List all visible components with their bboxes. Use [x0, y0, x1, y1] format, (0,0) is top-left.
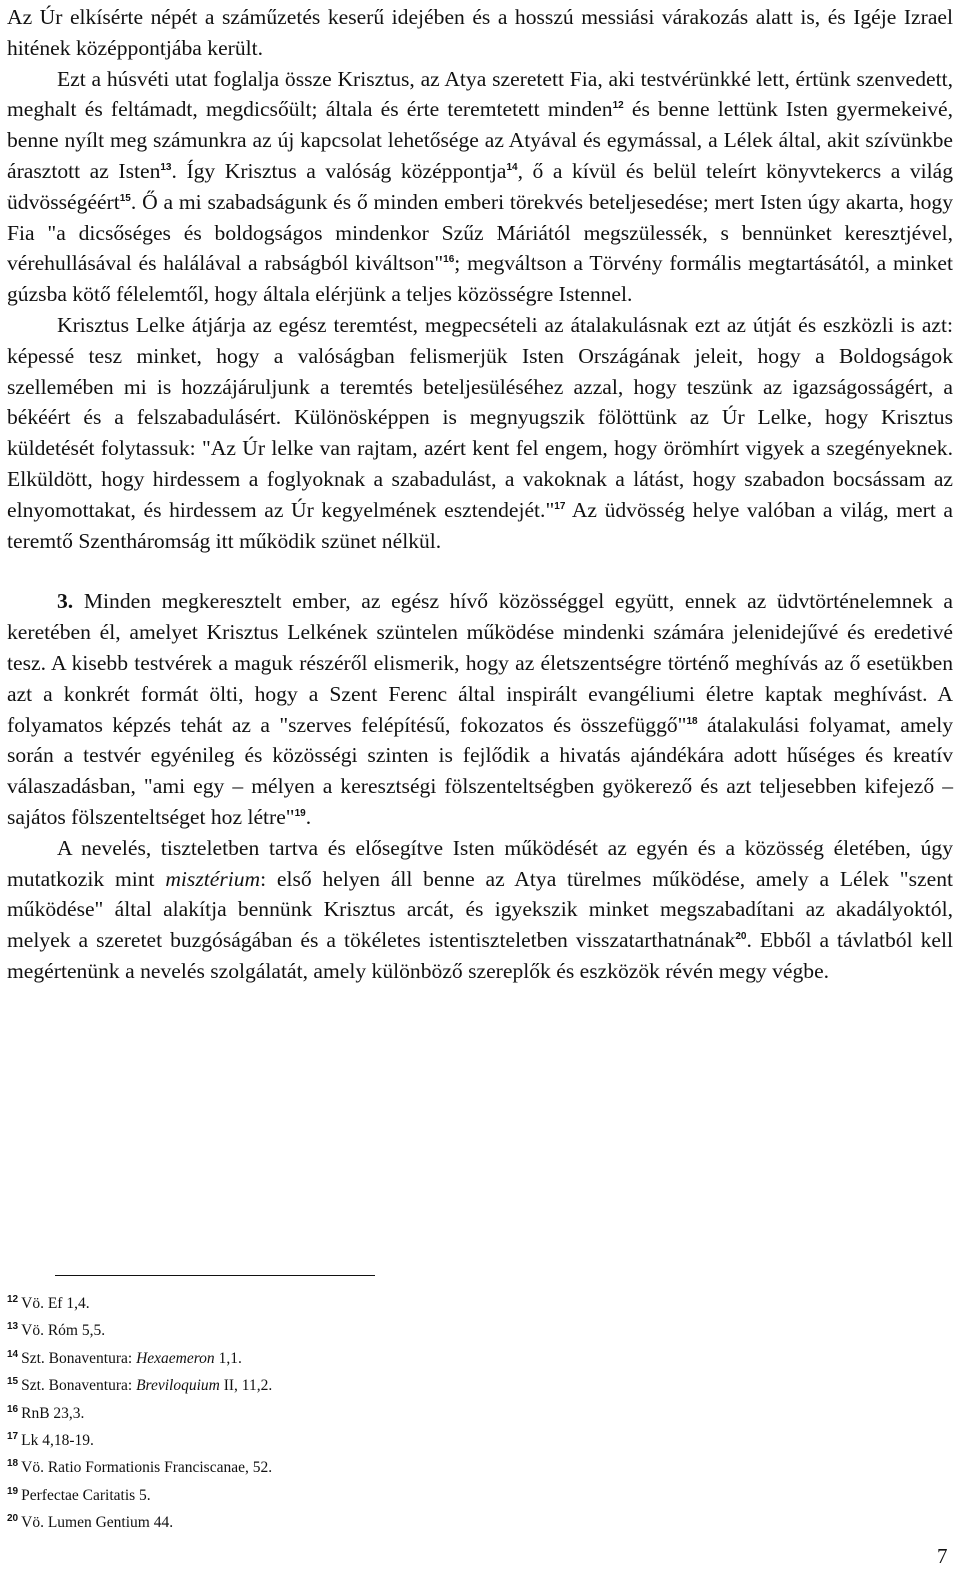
- footnote-15: $^{15}$ Szt. Bonaventura: Breviloquium II, 11,2.: [7, 1376, 273, 1395]
- footnote-number: 16: [7, 1403, 19, 1415]
- paragraph-1: Az Úr elkísérte népét a száműzetés keserű idejében és a hosszú messiási várakozás alatt is, és Igéje Izrael hitének középpontjába került.: [7, 5, 953, 60]
- footnote-12: $^{12}$ Vö. Ef 1,4.: [7, 1294, 90, 1312]
- paragraph-2: Ezt a húsvéti utat foglalja össze Krisztus, az Atya szeretett Fia, aki testvérünkké lett, értünk szenvedett, meghalt és feltámadt, megdicsőült; általa és érte teremtetett minden$^{12}$ és benne lettünk Isten gyermekeivé, benne nyílt meg számunkra az új kapcsolat lehetősége az Atyával és egymással, a Lélek által, akit szívünkbe árasztott az Isten$^{13}$. Így Krisztus a valóság középpontja$^{14}$, ő a kívül és belül teleírt könyvtekercs a világ üdvösségéért$^{15}$. Ő a mi szabadságunk és ő minden emberi törekvés beteljesedése; mert Isten úgy akarta, hogy Fia "a dicsőséges és boldogságos mindenkor Szűz Máriától megszülessék, s bennünket keresztjével, vérehullásával és halálával a rabságból kiváltson"$^{16}$; megváltson a Törvény formális megtartásától, a minket gúzsba kötő félelemtől, hogy általa elérjünk a teljes közösségre Istennel.: [7, 66, 953, 307]
- footnote-ref-14[interactable]: 14: [506, 161, 518, 173]
- footnote-number: 19: [7, 1485, 19, 1497]
- footnote-20: $^{20}$ Vö. Lumen Gentium 44.: [7, 1513, 174, 1532]
- footnote-number: 20: [7, 1513, 19, 1525]
- footnote-19: $^{19}$ Perfectae Caritatis 5.: [7, 1485, 151, 1504]
- footnote-16: $^{16}$ RnB 23,3.: [7, 1403, 85, 1422]
- footnote-14: $^{14}$ Szt. Bonaventura: Hexaemeron 1,1.: [7, 1348, 242, 1367]
- footnote-13: $^{13}$ Vö. Róm 5,5.: [7, 1321, 106, 1340]
- emphasis-term: misztérium: [165, 866, 261, 891]
- footnote-17: $^{17}$ Lk 4,18-19.: [7, 1431, 94, 1450]
- page-number: 7: [937, 1544, 948, 1568]
- footnote-ref-18[interactable]: 18: [686, 715, 698, 727]
- section-number: 3.: [57, 589, 74, 614]
- footnote-ref-16[interactable]: 16: [443, 254, 455, 266]
- footnote-separator: [55, 1275, 375, 1276]
- footnotes: [7, 1288, 707, 1535]
- footnote-ref-13[interactable]: 13: [160, 161, 172, 173]
- footnote-number: 12: [7, 1294, 19, 1305]
- paragraph-3: Krisztus Lelke átjárja az egész teremtést, megpecsételi az átalakulásnak ezt az útját és eszközli is azt: képessé tesz minket, hogy a valóságban felismerjük Isten Országának jeleit, hogy a Boldogságok szellemében mi is hozzájáruljunk a teremtés beteljesüléséhez azzal, hogy teszünk az igazságosságért, a békéért és a felszabadulásért. Különösképpen is megnyugszik fölöttünk az Úr Lelke, hogy Krisztus küldetését folytassuk: "Az Úr lelke van rajtam, azért kent fel engem, hogy örömhírt vigyek a szegényeknek. Elküldött, hogy hirdessem a foglyoknak a szabadulást, a vakoknak a látást, hogy szabadon bocsássam az elnyomottakat, és hirdessem az Úr kegyelmének esztendejét."$^{17}$ Az üdvösség helye valóban a világ, mert a teremtő Szentháromság itt működik szünet nélkül.: [7, 312, 953, 553]
- paragraph-5: A nevelés, tiszteletben tartva és elősegítve Isten működését az egyén és a közösség életében, úgy mutatkozik mint misztérium: első helyen áll benne az Atya türelmes működése, amely a Lélek "szent működése" által alakítja bennünk Krisztus arcát, és igyekszik minket megszabadítani az akadályoktól, melyek a szeretet buzgóságában és a tökéletes istentiszteletben visszatarthatnának$^{20}$. Ebből a távlatból kell megértenünk a nevelés szolgálatát, amely különböző szereplők és eszközök révén megy végbe.: [7, 835, 953, 983]
- footnote-ref-12[interactable]: 12: [612, 100, 624, 112]
- body-text: [7, 2, 953, 987]
- footnote-number: 13: [7, 1321, 19, 1333]
- footnote-ref-20[interactable]: 20: [735, 931, 747, 943]
- footnote-number: 18: [7, 1458, 19, 1470]
- paragraph-4: 3. Minden megkeresztelt ember, az egész hívő közösséggel együtt, ennek az üdvtörténelemnek a keretében él, amelyet Krisztus Lelkének szüntelen működése mindenki számára jelenidejűvé és eredetivé tesz. A kisebb testvérek a maguk részéről elismerik, hogy az életszentségre történő meghívás az ő esetükben azt a konkrét formát ölti, hogy a Szent Ferenc által inspirált evangéliumi életre kaptak meghívást. A folyamatos képzés tehát az a "szerves felépítésű, fokozatos és összefüggő"$^{18}$ átalakulási folyamat, amely során a testvér egyénileg és közösségi szinten is fejlődik a hivatás ajándékára adott hűséges és kreatív válaszadásban, "ami egy – mélyen a keresztségi fölszenteltségben gyökerező és azt teljesebben kifejező – sajátos fölszenteltséget hoz létre"$^{19}$.: [7, 589, 954, 829]
- footnote-number: 14: [7, 1348, 19, 1360]
- footnote-18: $^{18}$ Vö. Ratio Formationis Franciscanae, 52.: [7, 1458, 273, 1477]
- footnote-ref-19[interactable]: 19: [294, 807, 306, 819]
- footnote-ref-17[interactable]: 17: [554, 500, 566, 512]
- footnote-number: 15: [7, 1376, 19, 1388]
- footnote-ref-15[interactable]: 15: [119, 192, 131, 204]
- footnote-number: 17: [7, 1431, 19, 1443]
